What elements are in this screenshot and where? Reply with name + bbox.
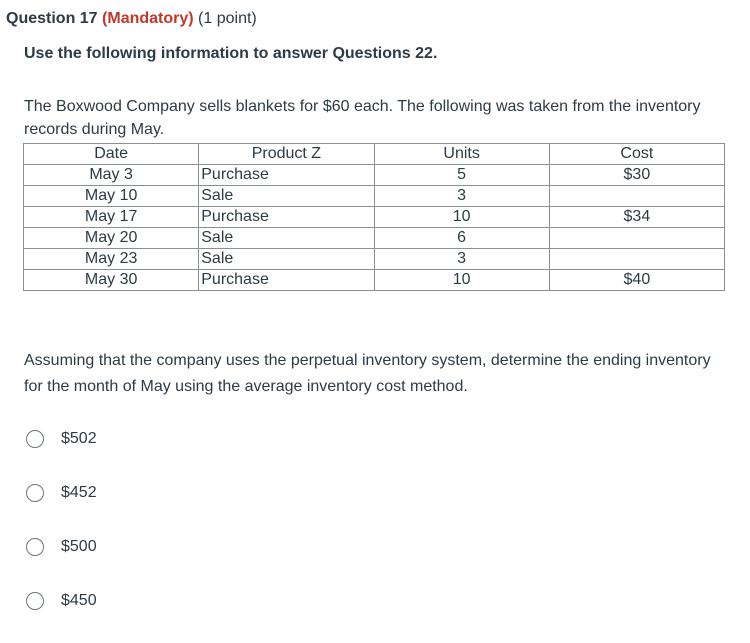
row-units: 3 — [374, 186, 549, 207]
table-row — [24, 207, 725, 228]
radio-button[interactable] — [26, 484, 44, 502]
row-cost — [549, 228, 724, 249]
row-type: Sale — [199, 249, 374, 270]
row-date: May 10 — [24, 186, 199, 207]
row-cost: $30 — [549, 165, 724, 186]
answer-option[interactable] — [26, 589, 97, 613]
scenario-text: The Boxwood Company sells blankets for $60 each. The following was taken from the inventory records during May. — [24, 98, 701, 138]
header-units: Units — [374, 144, 549, 165]
row-type: Sale — [199, 228, 374, 249]
question-prompt: Assuming that the company uses the perpetual inventory system, determine the ending inventory for the month of May using the average inventory cost method. — [24, 352, 711, 395]
header-product: Product Z — [199, 144, 374, 165]
row-type: Purchase — [199, 165, 374, 186]
answer-label[interactable]: $450 — [61, 592, 97, 609]
answer-options — [26, 427, 97, 643]
radio-button[interactable] — [26, 592, 44, 610]
row-type: Purchase — [199, 270, 374, 291]
answer-option[interactable] — [26, 535, 97, 559]
intro-text: Use the following information to answer Questions 22. — [24, 45, 438, 62]
question-header — [6, 10, 257, 28]
mandatory-label: (Mandatory) — [102, 10, 194, 27]
row-type: Purchase — [199, 207, 374, 228]
question-number: Question 17 — [6, 10, 98, 27]
table-row — [24, 270, 725, 291]
radio-button[interactable] — [26, 430, 44, 448]
row-cost: $40 — [549, 270, 724, 291]
row-date: May 30 — [24, 270, 199, 291]
row-date: May 20 — [24, 228, 199, 249]
radio-button[interactable] — [26, 538, 44, 556]
row-date: May 3 — [24, 165, 199, 186]
answer-label[interactable]: $502 — [61, 430, 97, 447]
table-row — [24, 228, 725, 249]
header-cost: Cost — [549, 144, 724, 165]
table-row — [24, 249, 725, 270]
row-type: Sale — [199, 186, 374, 207]
header-date: Date — [24, 144, 199, 165]
answer-label[interactable]: $452 — [61, 484, 97, 501]
row-date: May 17 — [24, 207, 199, 228]
row-units: 3 — [374, 249, 549, 270]
row-cost: $34 — [549, 207, 724, 228]
table-header-row — [24, 144, 725, 165]
row-units: 5 — [374, 165, 549, 186]
row-units: 10 — [374, 207, 549, 228]
row-units: 6 — [374, 228, 549, 249]
table-row — [24, 186, 725, 207]
inventory-table — [23, 143, 725, 291]
table-row — [24, 165, 725, 186]
row-cost — [549, 249, 724, 270]
row-date: May 23 — [24, 249, 199, 270]
row-cost — [549, 186, 724, 207]
answer-label[interactable]: $500 — [61, 538, 97, 555]
answer-option[interactable] — [26, 481, 97, 505]
points-label: (1 point) — [198, 10, 257, 27]
answer-option[interactable] — [26, 427, 97, 451]
row-units: 10 — [374, 270, 549, 291]
